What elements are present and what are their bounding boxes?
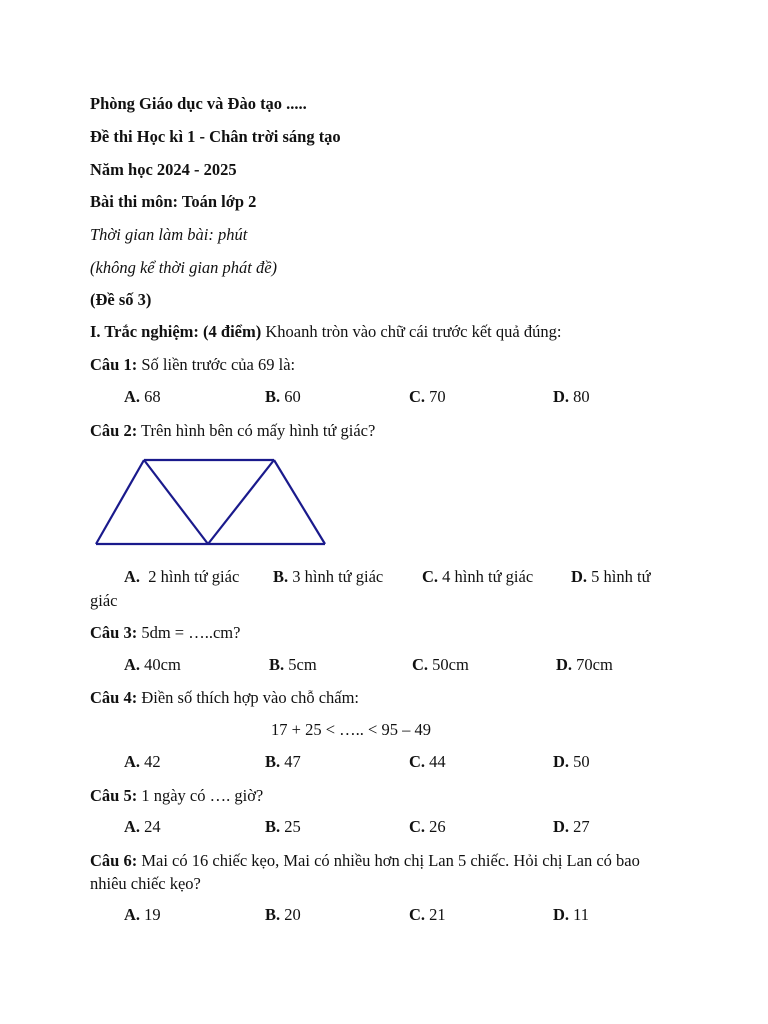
section-1-title: I. Trắc nghiệm: (4 điểm): [90, 322, 262, 341]
trapezoid-figure: [90, 454, 330, 550]
time-line: Thời gian làm bài: phút: [90, 225, 248, 244]
option-text: 11: [569, 905, 590, 924]
q1-option-c[interactable]: [409, 387, 446, 407]
q3-option-d[interactable]: [556, 655, 613, 675]
question-6: [90, 851, 640, 871]
option-letter: A.: [124, 905, 141, 924]
exam-version: (Đề số 3): [90, 290, 152, 309]
option-text: 70: [425, 387, 446, 406]
q4-option-b[interactable]: [265, 752, 301, 772]
question-label: Câu 5:: [90, 786, 138, 805]
option-letter: D.: [553, 752, 570, 771]
question-text: Điền số thích hợp vào chỗ chấm:: [137, 688, 360, 707]
q2-option-c[interactable]: [422, 567, 533, 587]
question-text: Mai có 16 chiếc kẹo, Mai có nhiều hơn chị Lan 5 chiếc. Hỏi chị Lan có bao: [137, 851, 640, 870]
option-text: 60: [280, 387, 301, 406]
option-text: 2 hình tứ giác: [140, 567, 240, 586]
option-letter: A.: [124, 655, 141, 674]
question-label: Câu 3:: [90, 623, 138, 642]
option-letter: B.: [265, 817, 281, 836]
question-text: Số liền trước của 69 là:: [137, 355, 296, 374]
q3-option-b[interactable]: [269, 655, 317, 675]
option-text: 47: [280, 752, 301, 771]
question-label: Câu 1:: [90, 355, 138, 374]
option-letter: A.: [124, 387, 141, 406]
question-3: [90, 623, 240, 643]
option-text: 21: [425, 905, 446, 924]
option-letter: C.: [409, 387, 426, 406]
school-year: Năm học 2024 - 2025: [90, 160, 237, 179]
section-1-instruction: Khoanh tròn vào chữ cái trước kết quả đúng:: [261, 322, 562, 341]
question-6-wrap: nhiêu chiếc kẹo?: [90, 874, 201, 893]
option-letter: C.: [412, 655, 429, 674]
q2-option-d-wrap: giác: [90, 591, 118, 610]
figure-edge: [144, 460, 208, 544]
q4-option-a[interactable]: [124, 752, 161, 772]
question-5: [90, 786, 263, 806]
option-letter: B.: [265, 752, 281, 771]
option-text: 26: [425, 817, 446, 836]
exam-title: Đề thi Học kì 1 - Chân trời sáng tạo: [90, 127, 341, 146]
question-1: [90, 355, 295, 375]
q6-option-b[interactable]: [265, 905, 301, 925]
option-text: 20: [280, 905, 301, 924]
option-text: 19: [140, 905, 161, 924]
option-letter: B.: [273, 567, 289, 586]
q2-option-d[interactable]: [571, 567, 651, 587]
option-letter: A.: [124, 567, 141, 586]
question-text: 5dm = …..cm?: [137, 623, 241, 642]
question-label: Câu 4:: [90, 688, 138, 707]
q5-option-b[interactable]: [265, 817, 301, 837]
q6-option-a[interactable]: [124, 905, 161, 925]
question-4: [90, 688, 359, 708]
q1-option-d[interactable]: [553, 387, 590, 407]
option-text: 50cm: [428, 655, 469, 674]
q2-option-b[interactable]: [273, 567, 383, 587]
option-letter: C.: [409, 905, 426, 924]
option-letter: B.: [265, 905, 281, 924]
option-text: 50: [569, 752, 590, 771]
q1-option-a[interactable]: [124, 387, 161, 407]
option-text: 27: [569, 817, 590, 836]
question-label: Câu 6:: [90, 851, 138, 870]
option-letter: D.: [553, 905, 570, 924]
q6-option-d[interactable]: [553, 905, 589, 925]
option-text: 44: [425, 752, 446, 771]
option-text: 80: [569, 387, 590, 406]
q2-option-a[interactable]: [124, 567, 239, 587]
question-text: 1 ngày có …. giờ?: [137, 786, 264, 805]
figure-edge: [274, 460, 325, 544]
option-text: 25: [280, 817, 301, 836]
question-label: Câu 2:: [90, 421, 138, 440]
q6-option-c[interactable]: [409, 905, 446, 925]
question-text: Trên hình bên có mấy hình tứ giác?: [137, 421, 376, 440]
option-text: 68: [140, 387, 161, 406]
option-text: 40cm: [140, 655, 181, 674]
option-text: 5 hình tứ: [587, 567, 651, 586]
section-1-heading: [90, 322, 561, 342]
figure-edge: [208, 460, 274, 544]
option-letter: A.: [124, 752, 141, 771]
subject-line: Bài thi môn: Toán lớp 2: [90, 192, 257, 211]
option-letter: A.: [124, 817, 141, 836]
option-letter: B.: [269, 655, 285, 674]
option-letter: C.: [409, 817, 426, 836]
option-letter: D.: [556, 655, 573, 674]
q4-expression: 17 + 25 < ….. < 95 – 49: [271, 720, 431, 739]
option-letter: C.: [409, 752, 426, 771]
option-text: 42: [140, 752, 161, 771]
q3-option-a[interactable]: [124, 655, 181, 675]
time-note: (không kể thời gian phát đề): [90, 258, 278, 277]
figure-edge: [96, 460, 144, 544]
option-letter: D.: [571, 567, 588, 586]
option-text: 5cm: [284, 655, 317, 674]
q5-option-a[interactable]: [124, 817, 161, 837]
q5-option-d[interactable]: [553, 817, 590, 837]
option-letter: B.: [265, 387, 281, 406]
option-text: 3 hình tứ giác: [288, 567, 384, 586]
option-text: 4 hình tứ giác: [438, 567, 534, 586]
dept-heading: Phòng Giáo dục và Đào tạo .....: [90, 94, 307, 113]
option-text: 70cm: [572, 655, 613, 674]
q3-option-c[interactable]: [412, 655, 469, 675]
q4-option-c[interactable]: [409, 752, 446, 772]
q5-option-c[interactable]: [409, 817, 446, 837]
option-text: 24: [140, 817, 161, 836]
option-letter: D.: [553, 387, 570, 406]
q1-option-b[interactable]: [265, 387, 301, 407]
q4-option-d[interactable]: [553, 752, 590, 772]
option-letter: C.: [422, 567, 439, 586]
question-2: [90, 421, 375, 441]
option-letter: D.: [553, 817, 570, 836]
